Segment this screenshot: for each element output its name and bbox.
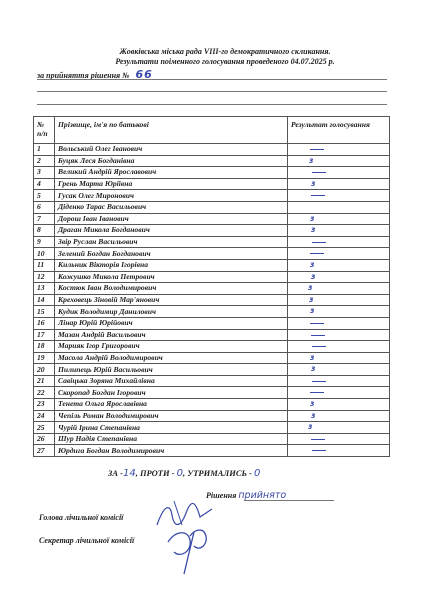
row-number: 14 xyxy=(34,294,55,306)
handwritten-dash-icon xyxy=(310,149,324,150)
row-number: 10 xyxy=(34,248,55,260)
table-row xyxy=(34,422,390,434)
vote-result xyxy=(288,283,390,295)
row-number: 4 xyxy=(34,178,55,190)
table-row xyxy=(34,352,390,364)
handwritten-dash-icon xyxy=(312,450,326,451)
deputy-name: Кудик Володимир Данилович xyxy=(55,306,288,318)
vote-result xyxy=(288,144,390,156)
row-number: 25 xyxy=(34,422,55,434)
col-name-header: Прізвище, ім'я по батькові xyxy=(55,117,288,144)
table-row xyxy=(34,271,390,283)
handwritten-dash-icon xyxy=(312,346,326,347)
deputy-name: Великий Андрій Ярославович xyxy=(55,167,288,179)
handwritten-dash-icon xyxy=(311,439,325,440)
vote-result xyxy=(288,271,390,283)
head-commission-label: Голова лічильної комісії xyxy=(39,513,124,522)
deputy-name: Юрдига Богдан Володимирович xyxy=(55,445,288,457)
vote-result xyxy=(288,225,390,237)
vote-result xyxy=(288,294,390,306)
col-result-header: Результат голосування xyxy=(288,117,390,144)
decision-number: 66 xyxy=(135,68,153,81)
vote-result xyxy=(288,375,390,387)
handwritten-za-mark-icon: з xyxy=(311,271,316,281)
handwritten-za-mark-icon: з xyxy=(308,283,313,293)
row-number: 1 xyxy=(34,144,55,156)
table-header-row xyxy=(34,117,390,144)
table-row xyxy=(34,294,390,306)
deputy-name: Костюк Іван Володимирович xyxy=(55,283,288,295)
vote-result xyxy=(288,387,390,399)
table-row xyxy=(34,236,390,248)
vote-totals xyxy=(108,468,260,479)
row-number: 17 xyxy=(34,329,55,341)
row-number: 8 xyxy=(34,225,55,237)
decision-result-label: Рішення xyxy=(206,491,237,500)
deputy-name: Тенета Ольга Ярославівна xyxy=(55,399,288,411)
vote-result xyxy=(288,433,390,445)
handwritten-dash-icon xyxy=(312,242,326,243)
row-number: 22 xyxy=(34,387,55,399)
handwritten-dash-icon xyxy=(312,381,326,382)
row-number: 11 xyxy=(34,259,55,271)
table-row xyxy=(34,283,390,295)
row-number: 21 xyxy=(34,375,55,387)
deputy-name: Грень Марта Юріївна xyxy=(55,178,288,190)
table-row xyxy=(34,306,390,318)
table-row xyxy=(34,190,390,202)
za-value: 14 xyxy=(122,468,136,479)
deputy-name: Чурій Ірина Степанівна xyxy=(55,422,288,434)
handwritten-za-mark-icon: з xyxy=(309,294,314,304)
table-row xyxy=(34,364,390,376)
handwritten-za-mark-icon: з xyxy=(310,213,315,223)
row-number: 20 xyxy=(34,364,55,376)
deputy-name: Зелений Богдан Богданович xyxy=(55,248,288,260)
row-number: 2 xyxy=(34,155,55,167)
deputy-name: Лінар Юрій Юрійович xyxy=(55,317,288,329)
vote-results-title: Результати поіменного голосування проведеного 04.07.2025 р. xyxy=(115,57,335,66)
handwritten-za-mark-icon: з xyxy=(310,399,315,409)
row-number: 12 xyxy=(34,271,55,283)
deputy-name: Гусак Олег Миронович xyxy=(55,190,288,202)
deputy-name: Дорош Іван Іванович xyxy=(55,213,288,225)
table-row xyxy=(34,329,390,341)
secretary-signature-icon xyxy=(160,522,220,577)
table-row xyxy=(34,445,390,457)
deputy-name: Кильник Вікторія Ігорівна xyxy=(55,259,288,271)
vote-result xyxy=(288,190,390,202)
row-number: 18 xyxy=(34,341,55,353)
vote-result xyxy=(288,410,390,422)
row-number: 27 xyxy=(34,445,55,457)
vote-result xyxy=(288,155,390,167)
table-row xyxy=(34,155,390,167)
handwritten-za-mark-icon: з xyxy=(308,422,313,432)
deputy-name: Савіцька Зоряна Михайлівна xyxy=(55,375,288,387)
table-row xyxy=(34,248,390,260)
deputy-name: Скоропад Богдан Ігорович xyxy=(55,387,288,399)
decision-result-value: прийнято xyxy=(238,490,287,501)
table-row xyxy=(34,433,390,445)
deputy-name: Кожушко Микола Петрович xyxy=(55,271,288,283)
table-row xyxy=(34,259,390,271)
handwritten-dash-icon xyxy=(311,335,325,336)
vote-result xyxy=(288,306,390,318)
handwritten-za-mark-icon: з xyxy=(310,259,315,269)
blank-rule xyxy=(37,91,387,92)
deputy-name: Буцяк Леся Богданівна xyxy=(55,155,288,167)
deputy-name: Пилипець Юрій Васильович xyxy=(55,364,288,376)
row-number: 5 xyxy=(34,190,55,202)
col-number-header: № п/п xyxy=(34,117,55,144)
vote-result xyxy=(288,341,390,353)
handwritten-za-mark-icon: з xyxy=(311,178,316,188)
handwritten-za-mark-icon: з xyxy=(309,155,314,165)
handwritten-za-mark-icon: з xyxy=(310,352,315,362)
deputy-name: Марияк Ігор Григорович xyxy=(55,341,288,353)
table-row xyxy=(34,167,390,179)
handwritten-za-mark-icon: з xyxy=(310,306,315,316)
za-label: ЗА - xyxy=(108,468,123,478)
vote-result xyxy=(288,422,390,434)
voting-table xyxy=(33,116,390,457)
vote-result xyxy=(288,399,390,411)
deputy-name: Діденко Тарас Васильович xyxy=(55,201,288,213)
table-row xyxy=(34,387,390,399)
handwritten-za-mark-icon: з xyxy=(311,225,316,235)
row-number: 26 xyxy=(34,433,55,445)
deputy-name: Вольський Олег Іванович xyxy=(55,144,288,156)
handwritten-dash-icon xyxy=(312,172,326,173)
handwritten-za-mark-icon: з xyxy=(311,364,316,374)
handwritten-dash-icon xyxy=(310,392,324,393)
deputy-name: Масола Андрій Володимирович xyxy=(55,352,288,364)
vote-result xyxy=(288,248,390,260)
table-row xyxy=(34,225,390,237)
decision-label: за прийняття рішення № xyxy=(37,71,130,80)
deputy-name: Чепіль Роман Володимирович xyxy=(55,410,288,422)
row-number: 23 xyxy=(34,399,55,411)
table-row xyxy=(34,178,390,190)
utrymalys-label: , УТРИМАЛИСЬ - xyxy=(183,468,252,478)
row-number: 13 xyxy=(34,283,55,295)
deputy-name: Креховець Зіновій Мар'янович xyxy=(55,294,288,306)
row-number: 6 xyxy=(34,201,55,213)
underline-rule xyxy=(37,79,387,80)
deputy-name: Мазан Андрій Васильович xyxy=(55,329,288,341)
blank-rule xyxy=(37,104,387,105)
vote-result xyxy=(288,167,390,179)
table-row xyxy=(34,410,390,422)
table-row xyxy=(34,201,390,213)
handwritten-za-mark-icon: з xyxy=(311,410,316,420)
handwritten-dash-icon xyxy=(310,253,324,254)
proty-value: 0 xyxy=(176,468,184,479)
row-number: 3 xyxy=(34,167,55,179)
proty-label: , ПРОТИ - xyxy=(135,468,175,478)
decision-underline xyxy=(244,500,334,501)
row-number: 7 xyxy=(34,213,55,225)
vote-result xyxy=(288,364,390,376)
secretary-commission-label: Секретар лічильної комісії xyxy=(39,536,135,545)
deputy-name: Звір Руслан Васильович xyxy=(55,236,288,248)
vote-result xyxy=(288,445,390,457)
table-row xyxy=(34,399,390,411)
vote-result xyxy=(288,329,390,341)
row-number: 19 xyxy=(34,352,55,364)
table-row xyxy=(34,375,390,387)
vote-result xyxy=(288,236,390,248)
row-number: 16 xyxy=(34,317,55,329)
table-row xyxy=(34,341,390,353)
handwritten-dash-icon xyxy=(310,323,324,324)
council-title: Жовківська міська рада VIII-го демократичного скликання. xyxy=(119,47,331,56)
utrymalys-value: 0 xyxy=(254,468,261,479)
vote-result xyxy=(288,201,390,213)
vote-result xyxy=(288,317,390,329)
table-row xyxy=(34,317,390,329)
vote-result xyxy=(288,178,390,190)
handwritten-dash-icon xyxy=(311,195,325,196)
vote-result xyxy=(288,259,390,271)
table-row xyxy=(34,144,390,156)
vote-result xyxy=(288,352,390,364)
deputy-name: Драган Микола Богданович xyxy=(55,225,288,237)
deputy-name: Шур Надія Степанівна xyxy=(55,433,288,445)
row-number: 15 xyxy=(34,306,55,318)
row-number: 24 xyxy=(34,410,55,422)
table-row xyxy=(34,213,390,225)
vote-result xyxy=(288,213,390,225)
row-number: 9 xyxy=(34,236,55,248)
